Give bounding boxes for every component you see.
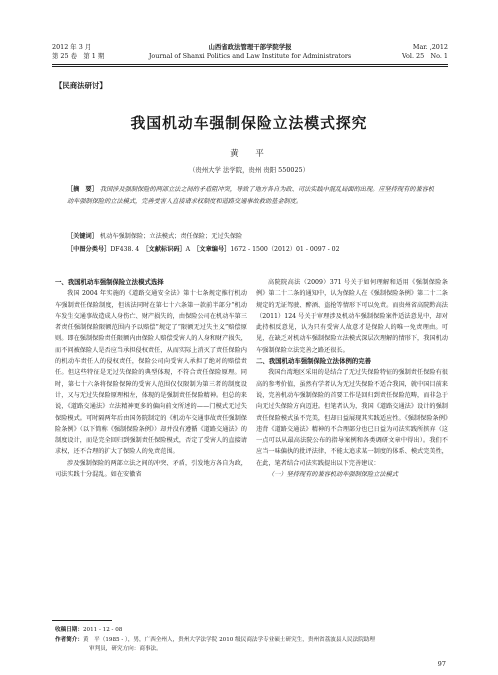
article-no-value: 1672 - 1500（2012）01 - 0097 - 02 <box>230 246 340 253</box>
section-heading-1: 一、我国机动车强制保险立法模式选择 <box>55 278 164 286</box>
paragraph: 我国 2004 年实施的《道路交通安全法》第十七条规定推行机动车强制责任保险制度，但该法同时在第七十六条第一款前半部分“机动车发生交通事故造成人身伤亡、财产损失的，由保险公司在机动车第三者责任强制保险限额范围内予以赔偿”规定了“限额无过失主义”赔偿原则。即在强制保险责任限额内由保险人赔偿受害人的人身和财产损失，而不问被保险人是否应当承担侵权责任，从而实际上消灭了责任保险内的机动车责任人的侵权责任，保险公司向受害人承担了绝对的赔偿责任。但这些特征是无过失保险的典型体现，不符合责任保险原理。同时，第七十六条将保险保障的受害人范围仅仅限制为第三者的制度设计，又与无过失保险原理相左，体现的是强制责任保险精神。但总的来说，《道路交通法》立法精神更多的偏向前文所述的——门模式无过失保险模式。可时隔两年后由国务院制定的《机动车交通事故责任强制保险条例》（以下简称《强制保险条例》）却并没有遵循《道路交通法》的制度设计，而是完全回归到强制责任保险模式，否定了受害人的直接请求权，还不合理的扩大了保险人的免责范围。 <box>55 290 247 456</box>
subsection-heading: （一）坚持现有的兼容机动车强制保险立法模式 <box>268 471 398 479</box>
abstract-text: 我国涉及强制保险的两部立法之间的矛盾阻冲突，导致了地方各自为政、司法实践中混乱局面的出现。应坚持现有的兼容机动车强制保险的立法模式，完善受害人直接请求权制度和道路交通事故救助基金制度。 <box>67 186 435 205</box>
footnote-rule <box>52 620 112 621</box>
paragraph: 涉及强制保险的两部立法之间的冲突、矛盾，引发地方各自为政，司法实践十分混乱。如在安徽省 <box>55 459 247 479</box>
author-bio: 作者简介：黄 平（1985 - ），男，广西全州人，贵州大学法学院 2010 级民商法学专业硕士研究生，贵州省荔波县人民法院助理 审判员，研究方向：商事法。 <box>55 636 375 653</box>
author-name: 黄 平 <box>230 149 268 159</box>
column-tag: 【民商法研讨】 <box>55 81 107 90</box>
running-header <box>52 38 448 64</box>
keywords-label: ［关键词］ <box>67 233 98 240</box>
keywords-text: 机动车强制保险；立法模式；责任保险；无过失保险 <box>99 233 243 240</box>
article-title: 我国机动车强制保险立法模式探究 <box>130 115 368 132</box>
header-rule <box>52 64 448 65</box>
keywords <box>67 231 437 242</box>
clc-label: ［中图分类号］ <box>67 246 111 253</box>
doc-code-label: ［文献标识码］ <box>145 246 186 253</box>
header-rule-thin <box>52 66 448 67</box>
issue-info: 2012 年 3 月 第 25 卷 第 1 期 <box>52 43 105 60</box>
section-heading-2: 二、我国机动车强制保险立法体例的完善 <box>256 357 372 366</box>
author-affiliation: （贵州大学 法学院，贵州 贵阳 550025） <box>189 166 309 174</box>
journal-name: 山西省政法管理干部学院学报 Journal of Shanxi Politics and Law Institute for Administrators <box>148 43 352 60</box>
abstract-label: ［摘 要］ <box>67 186 98 193</box>
article-no-label: ［文章编号］ <box>196 246 231 253</box>
paragraph: 高院院高法（2009）371 号关于如何理解和适用《强制保险条例》第二十二条的通知中，认为保险人在《强制保险条例》第二十二条规定的无证驾驶、醉酒、盗抢等情形下可以免责。而贵州省高院黔高法（2011）124 号关于审理涉及机动车强制保险案件适法意见中，却对此持相反意见，认为只有受害人故意才是保险人的唯一免责理由。可见，在缺乏对机动车强制保险立法模式深层次理解的情形下，我国机动车强制保险立法完善之路还很长。 <box>256 279 448 354</box>
clc-value: DF438. 4 <box>110 246 140 253</box>
received-date: 收稿日期：2011 - 12 - 08 <box>55 627 123 633</box>
left-column <box>55 277 247 480</box>
footnote <box>55 626 448 655</box>
page-number: 97 <box>437 660 446 668</box>
doc-code-value: A <box>185 246 191 253</box>
abstract <box>67 184 437 207</box>
paragraph: 我国台湾地区采用的是结合了无过失保险特征的强制责任保险有很高的参考价值，虽然有学者认为无过失保险不适合我国，就中国目前来说，完善机动车强制保险的首要工作是回归到责任保险范畴，而非急于向无过失保险方向迈进。但笔者认为，我国《道路交通法》设计的强制责任保险模式虽不完美，但却日益展现其实践适应性。《强制保险条例》违背《道路交通法》精神的不合理部分也已日益为司法实践所摈弃（这一点可以从最高法院公布的指导案例和各类调研文章中得出）。我们不应当一味偏执的批评法律，不能太追求某一制度的体系、模式完美性，在此，笔者结合司法实践提出以下完善建议： <box>256 369 448 467</box>
issue-info-en: Mar. ,2012 Vol. 25 No. 1 <box>402 43 448 60</box>
right-column <box>256 277 448 480</box>
classification-line <box>67 244 437 255</box>
